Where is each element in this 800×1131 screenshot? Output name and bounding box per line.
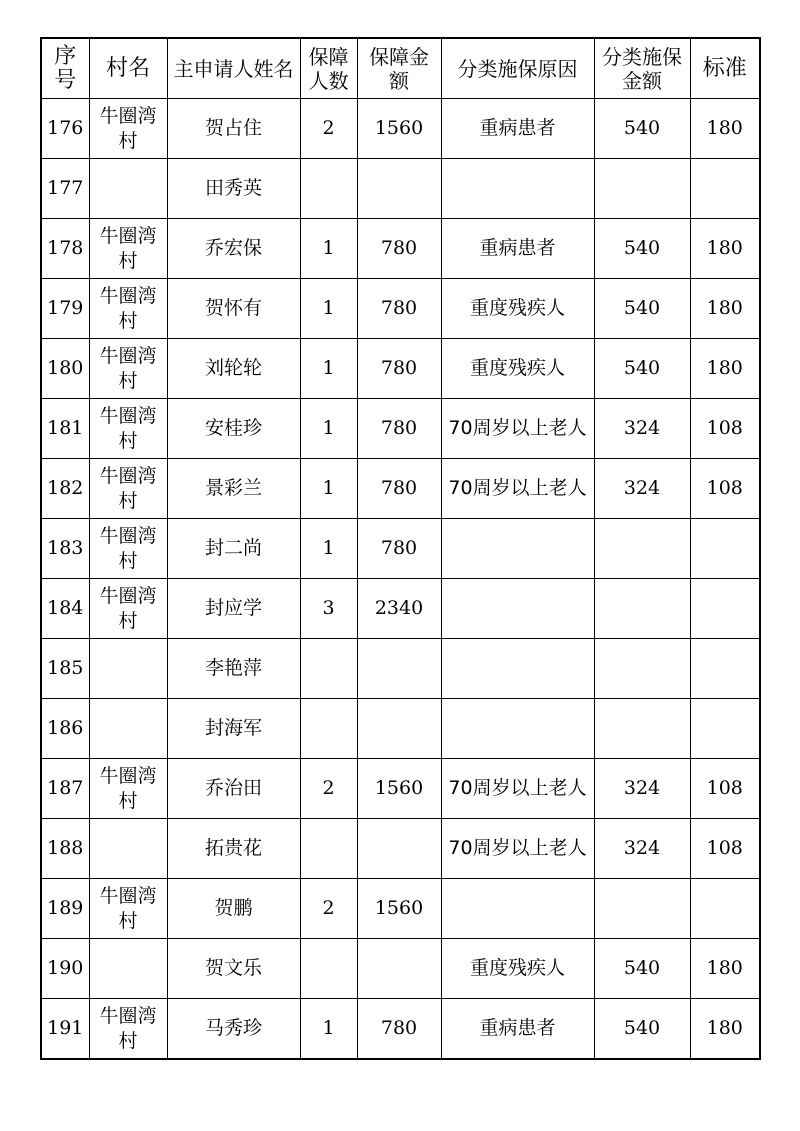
cell-category-reason xyxy=(441,639,594,699)
cell-insured-amount: 780 xyxy=(357,999,441,1060)
cell-insured-count: 1 xyxy=(300,279,357,339)
cell-category-reason: 重度残疾人 xyxy=(441,939,594,999)
cell-insured-amount: 780 xyxy=(357,279,441,339)
cell-insured-count: 2 xyxy=(300,879,357,939)
table-row xyxy=(41,579,760,639)
cell-standard xyxy=(690,519,760,579)
cell-applicant: 刘轮轮 xyxy=(167,339,300,399)
table-row xyxy=(41,399,760,459)
cell-standard xyxy=(690,159,760,219)
cell-category-reason: 70周岁以上老人 xyxy=(441,459,594,519)
cell-applicant: 田秀英 xyxy=(167,159,300,219)
cell-village: 牛圈湾村 xyxy=(89,279,167,339)
cell-applicant: 李艳萍 xyxy=(167,639,300,699)
cell-category-reason: 70周岁以上老人 xyxy=(441,819,594,879)
cell-insured-count: 1 xyxy=(300,519,357,579)
cell-category-amount: 540 xyxy=(594,99,690,159)
cell-insured-amount: 1560 xyxy=(357,759,441,819)
cell-category-amount xyxy=(594,579,690,639)
cell-index: 179 xyxy=(41,279,89,339)
cell-standard: 180 xyxy=(690,999,760,1060)
cell-village: 牛圈湾村 xyxy=(89,999,167,1060)
cell-index: 177 xyxy=(41,159,89,219)
header-village: 村名 xyxy=(89,38,167,99)
cell-standard: 180 xyxy=(690,339,760,399)
cell-insured-amount: 780 xyxy=(357,399,441,459)
cell-village xyxy=(89,819,167,879)
cell-standard: 180 xyxy=(690,279,760,339)
cell-applicant: 贺文乐 xyxy=(167,939,300,999)
cell-standard xyxy=(690,579,760,639)
cell-applicant: 贺鹏 xyxy=(167,879,300,939)
cell-insured-amount: 1560 xyxy=(357,879,441,939)
cell-applicant: 拓贵花 xyxy=(167,819,300,879)
cell-category-amount: 324 xyxy=(594,399,690,459)
header-insured-amount: 保障金额 xyxy=(357,38,441,99)
cell-insured-count xyxy=(300,639,357,699)
cell-insured-count xyxy=(300,159,357,219)
cell-insured-amount: 780 xyxy=(357,519,441,579)
cell-category-amount: 540 xyxy=(594,339,690,399)
cell-standard xyxy=(690,879,760,939)
cell-village: 牛圈湾村 xyxy=(89,459,167,519)
table-row xyxy=(41,459,760,519)
cell-insured-amount xyxy=(357,159,441,219)
header-row xyxy=(41,38,760,99)
table-body xyxy=(41,99,760,1060)
header-index: 序号 xyxy=(41,38,89,99)
cell-insured-count: 2 xyxy=(300,759,357,819)
cell-insured-amount: 780 xyxy=(357,459,441,519)
cell-category-amount xyxy=(594,699,690,759)
cell-index: 189 xyxy=(41,879,89,939)
cell-insured-amount xyxy=(357,819,441,879)
cell-category-reason: 70周岁以上老人 xyxy=(441,759,594,819)
cell-category-reason: 重度残疾人 xyxy=(441,279,594,339)
header-insured-count: 保障人数 xyxy=(300,38,357,99)
cell-category-amount xyxy=(594,159,690,219)
header-standard: 标准 xyxy=(690,38,760,99)
cell-index: 181 xyxy=(41,399,89,459)
cell-village: 牛圈湾村 xyxy=(89,339,167,399)
cell-applicant: 贺怀有 xyxy=(167,279,300,339)
cell-index: 186 xyxy=(41,699,89,759)
cell-category-reason xyxy=(441,699,594,759)
cell-insured-count xyxy=(300,699,357,759)
cell-village: 牛圈湾村 xyxy=(89,219,167,279)
cell-insured-amount xyxy=(357,699,441,759)
cell-category-amount xyxy=(594,519,690,579)
cell-applicant: 贺占住 xyxy=(167,99,300,159)
cell-village xyxy=(89,939,167,999)
cell-index: 176 xyxy=(41,99,89,159)
cell-index: 188 xyxy=(41,819,89,879)
cell-applicant: 马秀珍 xyxy=(167,999,300,1060)
cell-applicant: 乔宏保 xyxy=(167,219,300,279)
cell-standard xyxy=(690,699,760,759)
cell-applicant: 封海军 xyxy=(167,699,300,759)
cell-insured-amount xyxy=(357,639,441,699)
cell-standard: 108 xyxy=(690,759,760,819)
cell-insured-count: 1 xyxy=(300,459,357,519)
table-row xyxy=(41,219,760,279)
cell-index: 185 xyxy=(41,639,89,699)
cell-village: 牛圈湾村 xyxy=(89,399,167,459)
cell-standard: 108 xyxy=(690,819,760,879)
cell-insured-count xyxy=(300,939,357,999)
table-row xyxy=(41,999,760,1060)
cell-applicant: 安桂珍 xyxy=(167,399,300,459)
cell-village xyxy=(89,699,167,759)
cell-insured-amount: 780 xyxy=(357,219,441,279)
cell-standard: 180 xyxy=(690,219,760,279)
cell-category-reason: 重病患者 xyxy=(441,99,594,159)
header-category-reason: 分类施保原因 xyxy=(441,38,594,99)
cell-insured-count: 1 xyxy=(300,399,357,459)
cell-category-amount xyxy=(594,879,690,939)
cell-insured-count: 1 xyxy=(300,999,357,1060)
table-row xyxy=(41,819,760,879)
cell-village: 牛圈湾村 xyxy=(89,879,167,939)
cell-insured-amount: 780 xyxy=(357,339,441,399)
table-header xyxy=(41,38,760,99)
cell-village xyxy=(89,159,167,219)
cell-category-reason xyxy=(441,159,594,219)
cell-category-amount: 324 xyxy=(594,759,690,819)
table-row xyxy=(41,279,760,339)
cell-category-reason xyxy=(441,879,594,939)
table-row xyxy=(41,759,760,819)
cell-standard xyxy=(690,639,760,699)
cell-village: 牛圈湾村 xyxy=(89,519,167,579)
cell-insured-count: 3 xyxy=(300,579,357,639)
cell-index: 180 xyxy=(41,339,89,399)
header-category-amount: 分类施保金额 xyxy=(594,38,690,99)
cell-applicant: 乔治田 xyxy=(167,759,300,819)
cell-insured-count: 2 xyxy=(300,99,357,159)
cell-category-amount: 540 xyxy=(594,999,690,1060)
cell-category-amount: 540 xyxy=(594,279,690,339)
cell-village: 牛圈湾村 xyxy=(89,99,167,159)
cell-category-amount xyxy=(594,639,690,699)
cell-village: 牛圈湾村 xyxy=(89,579,167,639)
cell-village xyxy=(89,639,167,699)
cell-insured-amount xyxy=(357,939,441,999)
cell-applicant: 封二尚 xyxy=(167,519,300,579)
cell-index: 184 xyxy=(41,579,89,639)
cell-category-reason xyxy=(441,579,594,639)
table-row xyxy=(41,879,760,939)
cell-index: 190 xyxy=(41,939,89,999)
cell-index: 182 xyxy=(41,459,89,519)
cell-index: 183 xyxy=(41,519,89,579)
table-row xyxy=(41,639,760,699)
cell-applicant: 景彩兰 xyxy=(167,459,300,519)
table-row xyxy=(41,519,760,579)
cell-insured-count: 1 xyxy=(300,219,357,279)
roster-table xyxy=(40,37,761,1060)
cell-category-amount: 324 xyxy=(594,459,690,519)
table-row xyxy=(41,699,760,759)
cell-insured-count: 1 xyxy=(300,339,357,399)
cell-category-amount: 540 xyxy=(594,939,690,999)
table-row xyxy=(41,99,760,159)
cell-category-reason xyxy=(441,519,594,579)
cell-category-reason: 重病患者 xyxy=(441,999,594,1060)
cell-index: 187 xyxy=(41,759,89,819)
cell-insured-amount: 2340 xyxy=(357,579,441,639)
cell-insured-amount: 1560 xyxy=(357,99,441,159)
cell-category-reason: 重度残疾人 xyxy=(441,339,594,399)
cell-category-amount: 324 xyxy=(594,819,690,879)
cell-category-reason: 重病患者 xyxy=(441,219,594,279)
header-applicant: 主申请人姓名 xyxy=(167,38,300,99)
cell-standard: 180 xyxy=(690,939,760,999)
cell-village: 牛圈湾村 xyxy=(89,759,167,819)
table-row xyxy=(41,339,760,399)
cell-standard: 108 xyxy=(690,399,760,459)
cell-standard: 108 xyxy=(690,459,760,519)
table-row xyxy=(41,159,760,219)
cell-category-reason: 70周岁以上老人 xyxy=(441,399,594,459)
cell-category-amount: 540 xyxy=(594,219,690,279)
cell-standard: 180 xyxy=(690,99,760,159)
cell-applicant: 封应学 xyxy=(167,579,300,639)
cell-index: 178 xyxy=(41,219,89,279)
cell-index: 191 xyxy=(41,999,89,1060)
cell-insured-count xyxy=(300,819,357,879)
table-row xyxy=(41,939,760,999)
